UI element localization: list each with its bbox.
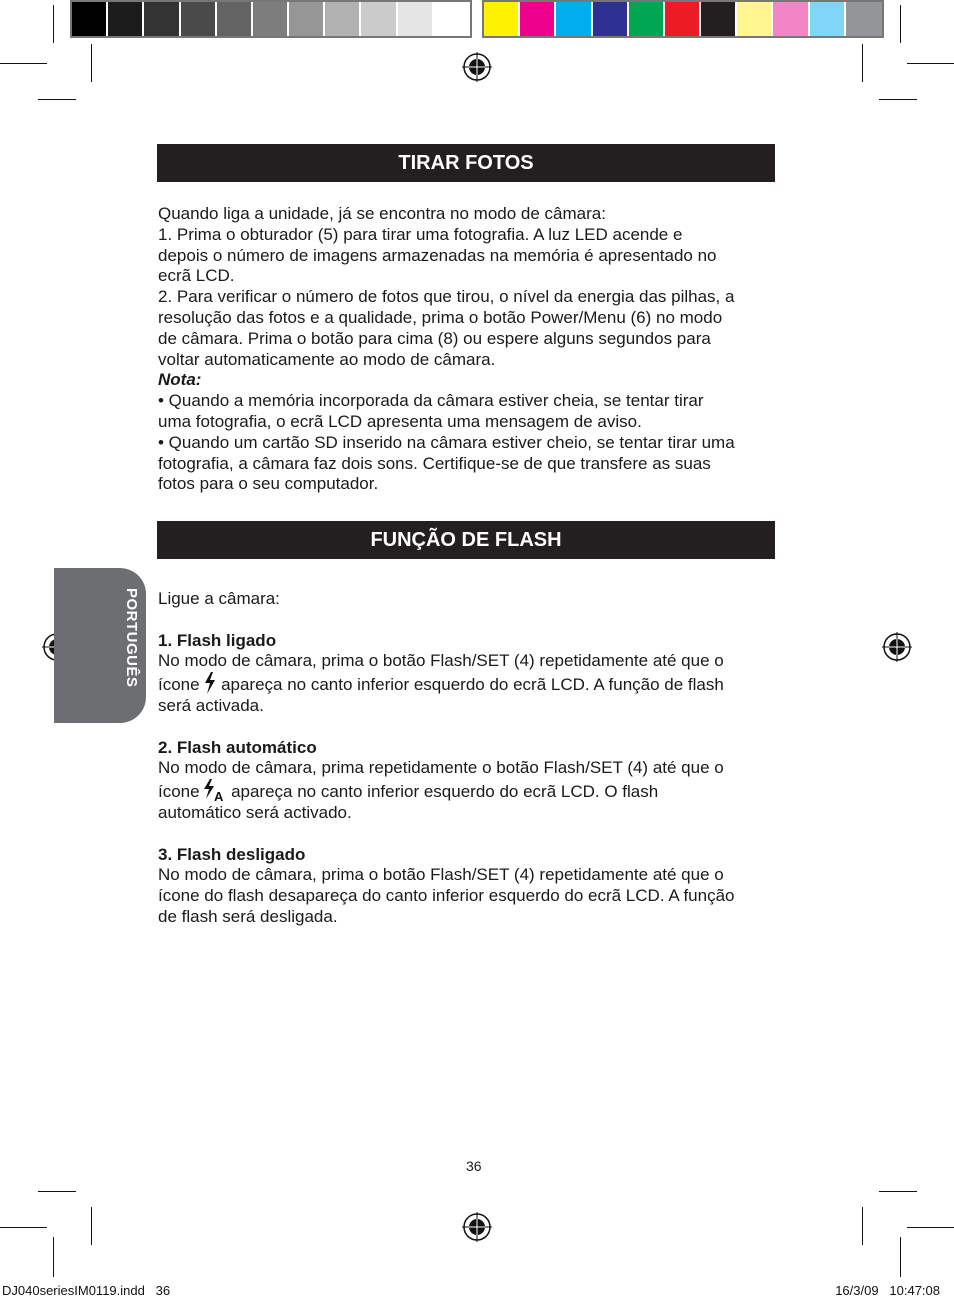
color-swatch [701, 2, 737, 36]
note-line: uma fotografia, o ecrã LCD apresenta uma mensagem de aviso. [158, 411, 642, 431]
color-swatch [108, 2, 144, 36]
color-bar [482, 0, 884, 38]
step-2-line: resolução das fotos e a qualidade, prima o botão Power/Menu (6) no modo [158, 307, 723, 327]
crop-mark [53, 1237, 54, 1277]
item-line: será activada. [158, 695, 264, 715]
item-line: de flash será desligada. [158, 906, 338, 926]
language-side-tab-label: PORTUGUÊS [123, 588, 140, 688]
step-2-line: de câmara. Prima o botão para cima (8) ou espere alguns segundos para [158, 328, 711, 348]
color-swatch [181, 2, 217, 36]
color-swatch [556, 2, 592, 36]
step-1-line: ecrã LCD. [158, 266, 235, 286]
registration-mark-icon [462, 52, 492, 82]
color-swatch [289, 2, 325, 36]
color-swatch [629, 2, 665, 36]
color-swatch [253, 2, 289, 36]
step-2-line: 2. Para verificar o número de fotos que tirou, o nível da energia das pilhas, a [158, 287, 735, 307]
color-swatch [773, 2, 809, 36]
item-line: automático será activado. [158, 802, 352, 822]
color-swatch [72, 2, 108, 36]
flash-on-icon [204, 672, 216, 694]
item-heading: 3. Flash desligado [158, 844, 306, 864]
step-2-line: voltar automaticamente ao modo de câmara. [158, 349, 496, 369]
svg-text:A: A [214, 789, 224, 802]
footer-date-info: 16/3/09 10:47:08 [835, 1283, 940, 1298]
color-swatch [665, 2, 701, 36]
color-swatch [520, 2, 556, 36]
crop-mark [862, 44, 863, 82]
color-swatch [484, 2, 520, 36]
color-swatch [593, 2, 629, 36]
item-heading: 2. Flash automático [158, 737, 317, 757]
color-swatch [325, 2, 361, 36]
note-label: Nota: [158, 370, 202, 390]
color-swatch [361, 2, 397, 36]
item-line: No modo de câmara, prima repetidamente o botão Flash/SET (4) até que o [158, 758, 724, 778]
item-line: No modo de câmara, prima o botão Flash/SET (4) repetidamente até que o [158, 865, 724, 885]
color-swatch [217, 2, 253, 36]
step-1-line: 1. Prima o obturador (5) para tirar uma fotografia. A luz LED acende e [158, 224, 683, 244]
item-line: ícone do flash desapareça do canto inferior esquerdo do ecrã LCD. A função [158, 886, 735, 906]
intro-text: Ligue a câmara: [158, 589, 280, 608]
crop-mark [907, 63, 954, 64]
crop-mark [0, 1227, 47, 1228]
step-1-line: depois o número de imagens armazenadas na memória é apresentado no [158, 245, 717, 265]
registration-mark-icon [462, 1212, 492, 1242]
crop-mark [53, 5, 54, 43]
item-line: ícone A apareça no canto inferior esquerdo do ecrã LCD. O flash [158, 779, 778, 803]
note-line: fotografia, a câmara faz dois sons. Certifique-se de que transfere as suas [158, 453, 711, 473]
color-swatch [810, 2, 846, 36]
item-heading: 1. Flash ligado [158, 630, 277, 650]
section-heading-tirar-fotos: TIRAR FOTOS [157, 144, 775, 182]
note-line: • Quando a memória incorporada da câmara estiver cheia, se tentar tirar [158, 391, 704, 411]
registration-mark-icon [882, 632, 912, 662]
gray-color-bar [70, 0, 472, 38]
crop-mark [38, 1191, 76, 1192]
intro-text: Quando liga a unidade, já se encontra no modo de câmara: [158, 204, 606, 223]
crop-mark [900, 5, 901, 43]
note-line: • Quando um cartão SD inserido na câmara estiver cheio, se tentar tirar uma [158, 432, 735, 452]
color-swatch [434, 2, 470, 36]
crop-mark [862, 1207, 863, 1245]
color-swatch [846, 2, 882, 36]
flash-auto-icon [204, 779, 226, 801]
crop-mark [91, 1207, 92, 1245]
note-line: fotos para o seu computador. [158, 474, 379, 494]
section-body-funcao-de-flash [158, 589, 778, 928]
crop-mark [38, 99, 76, 100]
section-body-tirar-fotos [158, 204, 778, 495]
section-heading-funcao-de-flash: FUNÇÃO DE FLASH [157, 521, 775, 559]
item-line: ícone apareça no canto inferior esquerdo do ecrã LCD. A função de flash [158, 672, 778, 696]
crop-mark [907, 1227, 954, 1228]
color-swatch [144, 2, 180, 36]
footer-file-info: DJ040seriesIM0119.indd 36 [2, 1283, 171, 1298]
item-line: No modo de câmara, prima o botão Flash/SET (4) repetidamente até que o [158, 651, 724, 671]
crop-mark [0, 63, 47, 64]
crop-mark [900, 1237, 901, 1277]
color-swatch [737, 2, 773, 36]
crop-mark [879, 1191, 917, 1192]
crop-mark [91, 44, 92, 82]
color-swatch [398, 2, 434, 36]
crop-mark [879, 99, 917, 100]
page-number: 36 [466, 1158, 482, 1174]
